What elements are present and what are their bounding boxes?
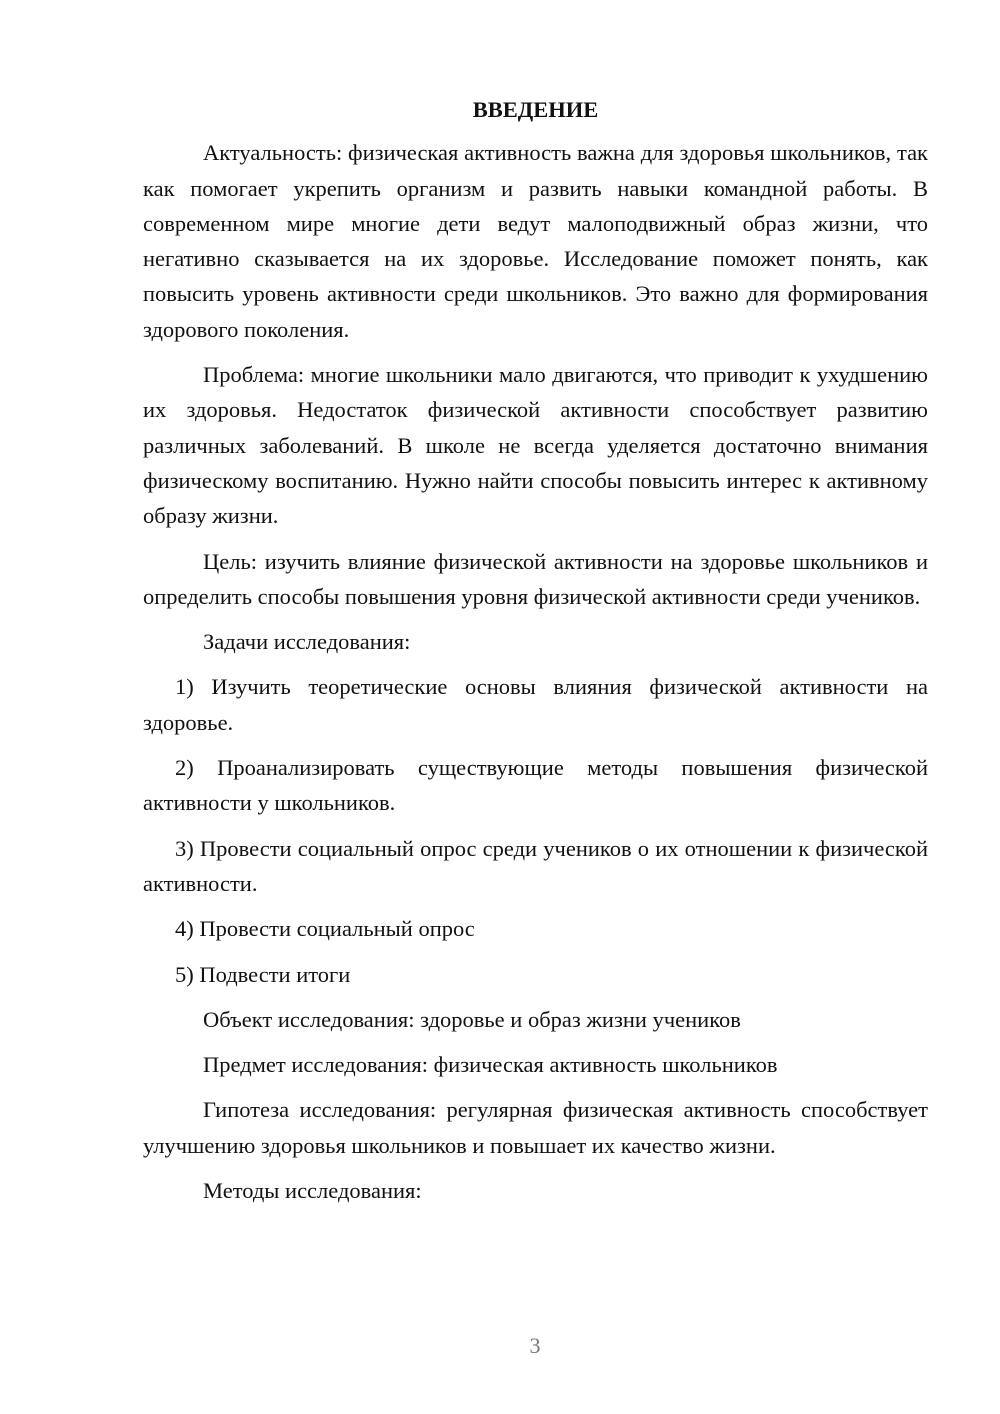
section-title: ВВЕДЕНИЕ — [472, 97, 599, 122]
page-number: 3 — [529, 1333, 541, 1358]
object-paragraph: Объект исследования: здоровье и образ жизни учеников — [203, 1006, 741, 1032]
task-item: 5) Подвести итоги — [175, 961, 351, 987]
relevance-paragraph: Актуальность: физическая активность важна для здоровья школьников, так как помогает укрепить организм и развить навыки командной работы. В современном мире многие дети ведут малоподвижный образ жизни, что негативно сказывается на их здоровье. Исследование поможет понять, как повысить уровень активности среди школьников. Это важно для формирования здорового поколения. — [143, 140, 928, 342]
problem-paragraph: Проблема: многие школьники мало двигаются, что приводит к ухудшению их здоровья. Недостаток физической активности способствует развитию различных заболеваний. В школе не всегда уделяется достаточно внимания физическому воспитанию. Нужно найти способы повысить интерес к активному образу жизни. — [143, 362, 928, 529]
task-item: 1) Изучить теоретические основы влияния физической активности на здоровье. — [143, 674, 928, 735]
task-item: 3) Провести социальный опрос среди учеников о их отношении к физической активности. — [143, 835, 928, 896]
tasks-heading: Задачи исследования: — [203, 629, 411, 655]
task-item: 4) Провести социальный опрос — [175, 916, 475, 942]
task-item: 2) Проанализировать существующие методы повышения физической активности у школьников. — [143, 755, 928, 816]
methods-heading: Методы исследования: — [203, 1178, 422, 1204]
hypothesis-paragraph: Гипотеза исследования: регулярная физическая активность способствует улучшению здоровья школьников и повышает их качество жизни. — [143, 1097, 928, 1158]
subject-paragraph: Предмет исследования: физическая активность школьников — [203, 1052, 778, 1078]
goal-paragraph: Цель: изучить влияние физической активности на здоровье школьников и определить способы повышения уровня физической активности среди учеников. — [143, 548, 928, 609]
document-page — [143, 92, 928, 1218]
